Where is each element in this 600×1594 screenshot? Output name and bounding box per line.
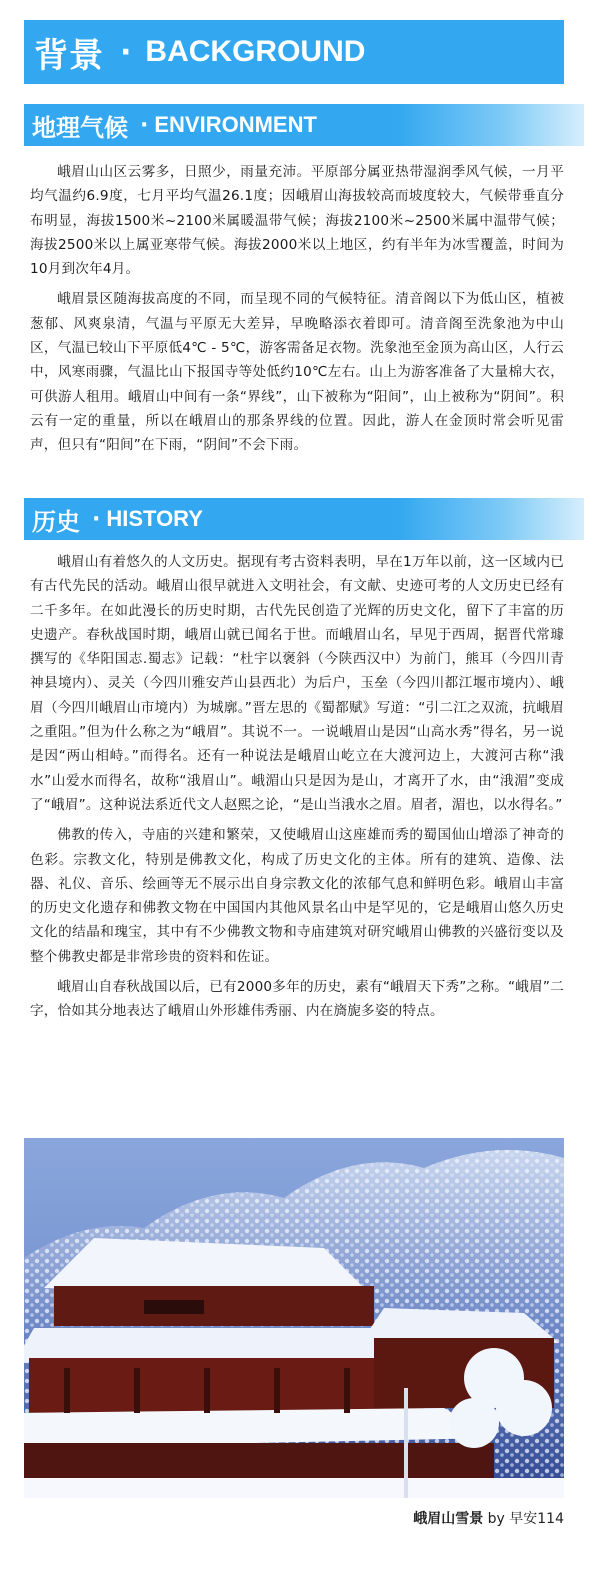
page-header-banner bbox=[24, 20, 564, 84]
title-separator: · bbox=[120, 34, 132, 70]
page-title-zh: 背景 bbox=[34, 35, 104, 76]
history-heading-banner bbox=[24, 498, 398, 540]
page-title-en: BACKGROUND bbox=[145, 35, 366, 68]
heading-fade-bar bbox=[398, 104, 584, 146]
snow-scene-photo bbox=[24, 1138, 564, 1498]
history-heading-en: HISTORY bbox=[106, 506, 203, 531]
history-paragraph-2: 佛教的传入，寺庙的兴建和繁荣，又使峨眉山这座雄而秀的蜀国仙山增添了神奇的色彩。宗教文化，特别是佛教文化，构成了历史文化的主体。所有的建筑、造像、法器、礼仪、音乐、绘画等无不展示出自身宗教文化的浓郁气息和鲜明色彩。峨眉山丰富的历史文化遗存和佛教文物在中国国内其他风景名山中是罕见的，它是峨眉山悠久历史文化的结晶和瑰宝，其中有不少佛教文物和寺庙建筑对研究峨眉山佛教的兴盛衍变以及整个佛教史都是非常珍贵的资料和佐证。 bbox=[30, 827, 564, 965]
history-paragraph-1: 峨眉山有着悠久的人文历史。据现有考古资料表明，早在1万年以前，这一区域内已有古代先民的活动。峨眉山很早就进入文明社会，有文献、史迹可考的人文历史已经有二千多年。在如此漫长的历史时期，古代先民创造了光辉的历史文化，留下了丰富的历史遗产。春秋战国时期，峨眉山就已闻名于世。而峨眉山名，早见于西周，据晋代常璩撰写的《华阳国志.蜀志》记载：“杜宇以褒斜（今陕西汉中）为前门，熊耳（今四川青神县境内）、灵关（今四川雅安芦山县西北）为后户，玉垒（今四川都江堰市境内）、峨眉（今四川峨眉山市境内）为城廓。”晋左思的《蜀都赋》写道：“引二江之双流，抗峨眉之重阻。”但为什么称之为“峨眉”。其说不一。一说峨眉山是因“山高水秀”得名，另一说是因“两山相峙。”而得名。还有一种说法是峨眉山屹立在大渡河边上，大渡河古称“涐水”山爱水而得名，故称“涐眉山”。峨湄山只是因为是山，才离开了水，由“涐湄”变成了“峨眉”。这种说法系近代文人赵熙之论，“是山当涐水之眉。眉者，湄也，以水得名。” bbox=[30, 554, 564, 813]
snow-temple-illustration bbox=[24, 1138, 564, 1498]
environment-section bbox=[30, 160, 564, 464]
photo-caption bbox=[413, 1508, 564, 1528]
environment-heading-zh: 地理气候 bbox=[32, 113, 128, 142]
caption-credit: by 早安114 bbox=[483, 1511, 564, 1527]
environment-heading-separator: · bbox=[140, 112, 149, 138]
heading-fade-bar bbox=[398, 498, 584, 540]
environment-heading-en: ENVIRONMENT bbox=[154, 112, 317, 137]
caption-title: 峨眉山雪景 bbox=[413, 1511, 484, 1527]
history-section bbox=[30, 550, 564, 1030]
environment-paragraph-2: 峨眉景区随海拔高度的不同，而呈现不同的气候特征。清音阁以下为低山区，植被葱郁、风爽泉清，气温与平原无大差异，早晚略添衣着即可。清音阁至洗象池为中山区，气温已较山下平原低4℃ - 5℃，游客需备足衣物。洗象池至金顶为高山区，人行云中，风寒雨骤，气温比山下报国寺等处低约10℃左右。山上为游客准备了大量棉大衣，可供游人租用。峨眉山中间有一条“界线”，山下被称为“阳间”，山上被称为“阴间”。积云有一定的重量，所以在峨眉山的那条界线的位置。因此，游人在金顶时常会听见雷声，但只有“阳间”在下雨，“阴间”不会下雨。 bbox=[30, 291, 564, 454]
history-heading-zh: 历史 bbox=[32, 507, 80, 536]
environment-paragraph-1: 峨眉山山区云雾多，日照少，雨量充沛。平原部分属亚热带湿润季风气候，一月平均气温约6.9度，七月平均气温26.1度；因峨眉山海拔较高而坡度较大，气候带垂直分布明显，海拔1500米~2100米属暖温带气候；海拔2100米~2500米属中温带气候；海拔2500米以上属亚寒带气候。海拔2000米以上地区，约有半年为冰雪覆盖，时间为10月到次年4月。 bbox=[30, 164, 564, 278]
history-paragraph-3: 峨眉山自春秋战国以后，已有2000多年的历史，素有“峨眉天下秀”之称。“峨眉”二字，恰如其分地表达了峨眉山外形雄伟秀丽、内在旖旎多姿的特点。 bbox=[30, 979, 564, 1020]
environment-heading-banner bbox=[24, 104, 398, 146]
history-heading-separator: · bbox=[92, 506, 101, 532]
